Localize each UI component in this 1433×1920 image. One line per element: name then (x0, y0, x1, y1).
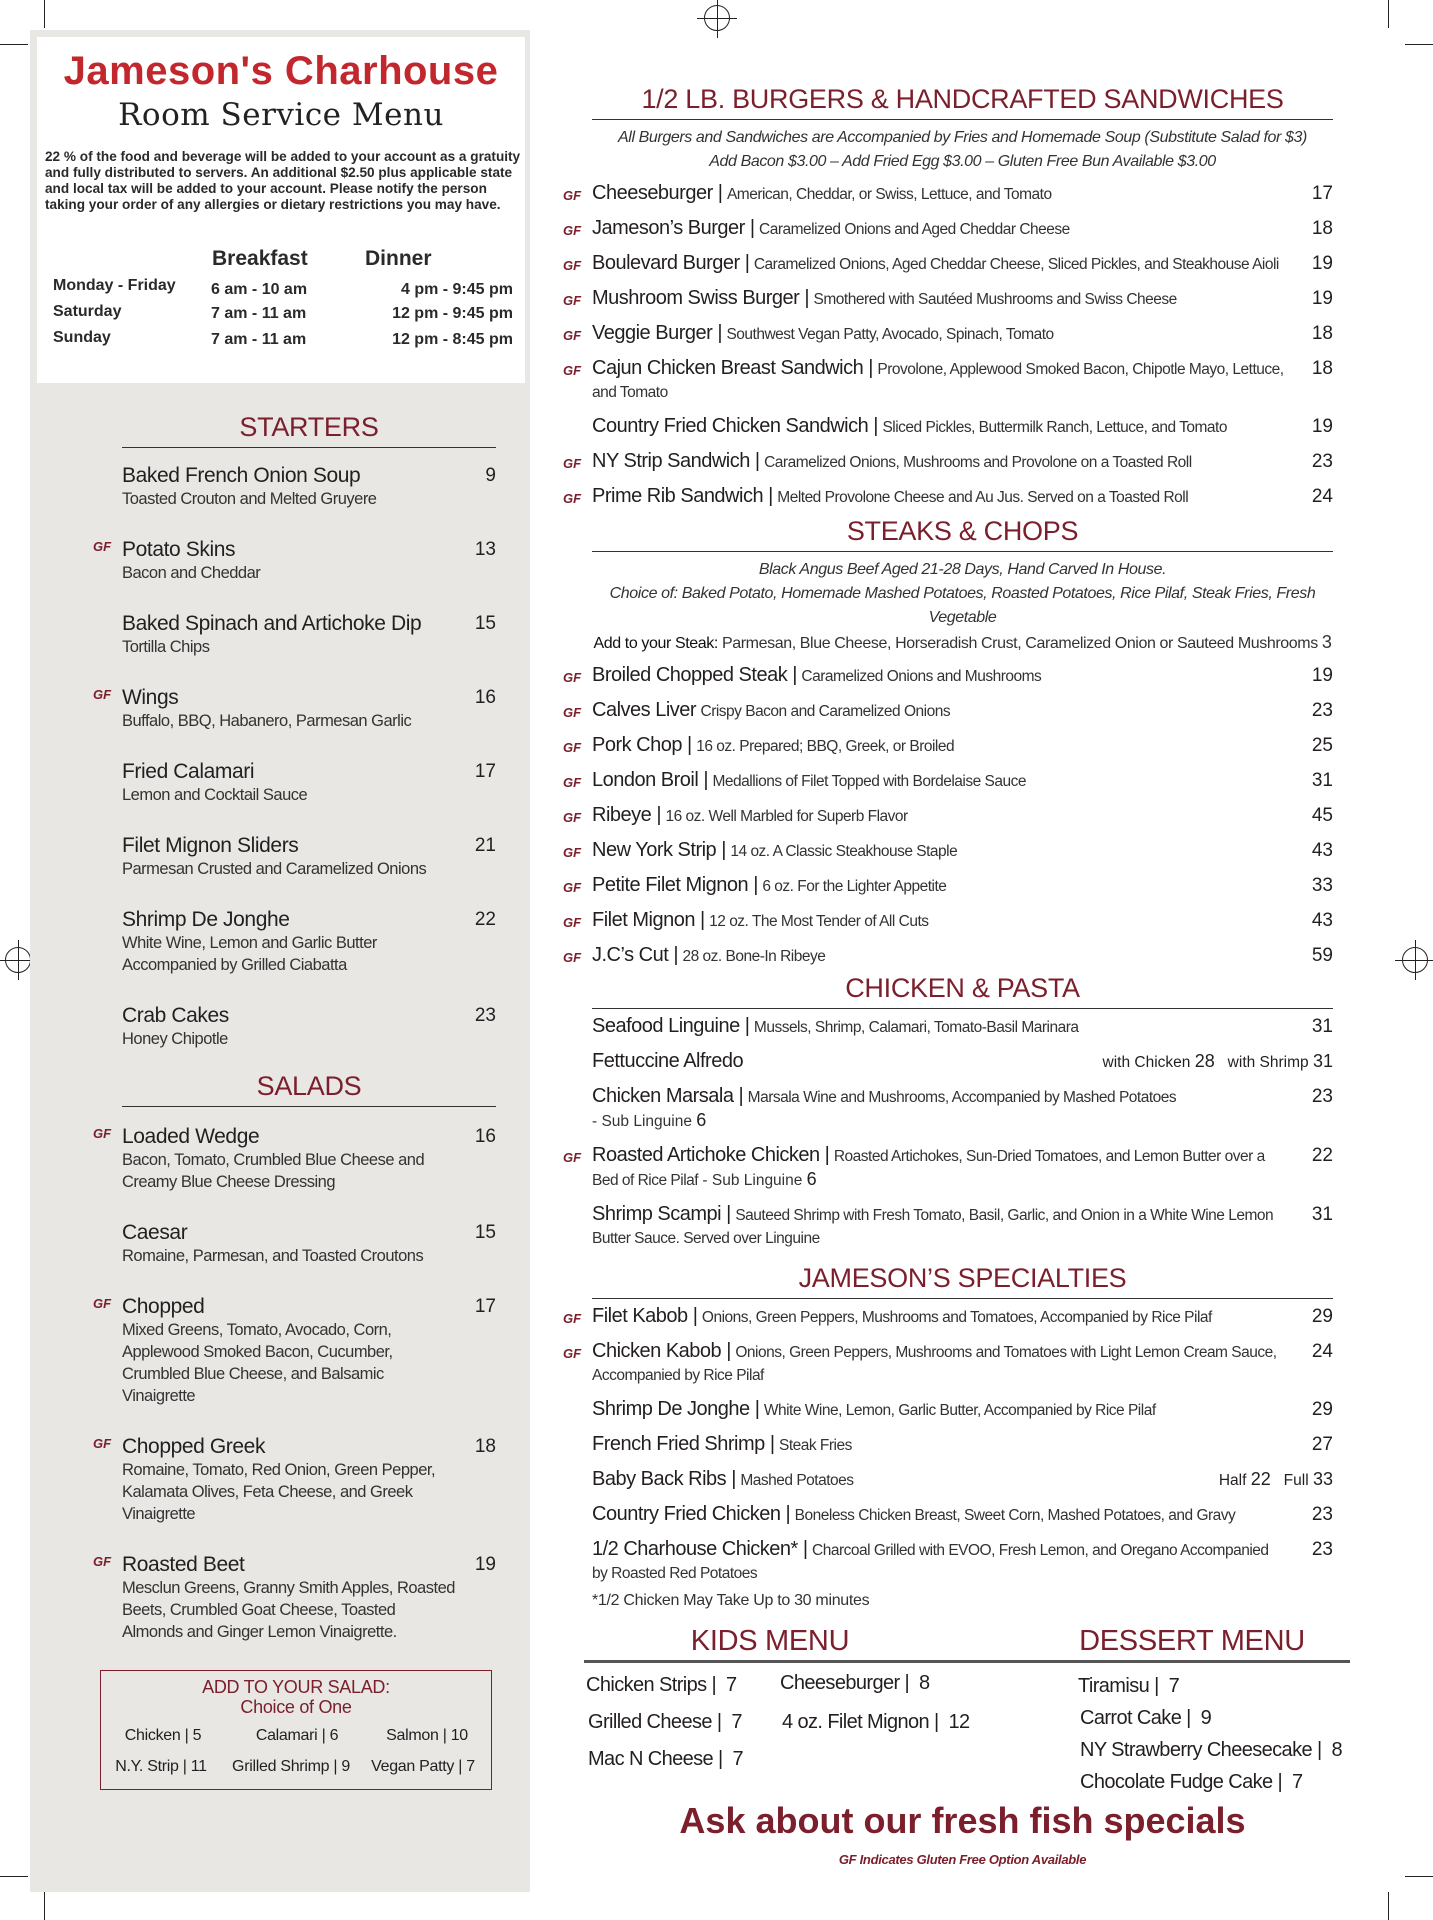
option-price: 28 (1194, 1051, 1215, 1071)
crop-mark-icon (44, 0, 45, 28)
salad-addon: Vegan Patty | 7 (371, 1758, 475, 1775)
menu-item (592, 415, 1333, 439)
item-price: 19 (1311, 253, 1333, 274)
registration-mark-icon (704, 5, 730, 31)
item-description: Caramelized Onions, Aged Cheddar Cheese, Sliced Pickles, and Steakhouse Aioli (753, 256, 1279, 273)
item-price: 23 (1311, 1086, 1333, 1107)
menu-item (563, 804, 1333, 828)
divider (592, 1008, 1333, 1009)
item-price: 23 (1311, 451, 1333, 472)
salad-addons-heading: ADD TO YOUR SALAD: (202, 1677, 390, 1697)
item-price: 23 (474, 1005, 496, 1026)
item-name: Jameson’s Burger | (592, 217, 755, 239)
item-description: Melted Provolone Cheese and Au Jus. Served on a Toasted Roll (777, 489, 1189, 506)
sub-option-label: - Sub Linguine (698, 1172, 807, 1189)
item-price: 45 (1311, 805, 1333, 826)
gluten-free-badge: GF (563, 880, 582, 895)
item-description: 6 oz. For the Lighter Appetite (762, 878, 947, 895)
gluten-free-badge: GF (563, 491, 582, 506)
salad-addon: Chicken | 5 (124, 1727, 202, 1744)
menu-item (563, 450, 1333, 474)
dessert-item: Chocolate Fudge Cake | 7 (1080, 1771, 1303, 1793)
item-price: 25 (1311, 735, 1333, 756)
item-name: Crab Cakes (122, 1004, 229, 1027)
sub-option-price: 6 (696, 1110, 707, 1130)
item-price: 29 (1311, 1306, 1333, 1327)
item-name: Baked Spinach and Artichoke Dip (122, 612, 422, 635)
salad-addons-subheading: Choice of One (240, 1697, 352, 1717)
item-description: Sliced Pickles, Buttermilk Ranch, Lettuce, and Tomato (882, 419, 1227, 436)
menu-item (592, 1015, 1333, 1039)
item-name: Cajun Chicken Breast Sandwich | (592, 357, 873, 379)
item-name: Filet Mignon Sliders (122, 834, 299, 857)
menu-item (563, 699, 1333, 723)
gluten-free-badge: GF (563, 915, 582, 930)
gluten-free-badge: GF (563, 456, 582, 471)
starters-list (93, 463, 496, 1050)
breakfast-header: Breakfast (212, 247, 308, 270)
item-description: Crispy Bacon and Caramelized Onions (700, 703, 951, 720)
item-description: Charcoal Grilled with EVOO, Fresh Lemon, and Oregano Accompanied by Roasted Red Potatoes (592, 1542, 1269, 1582)
gluten-free-badge: GF (93, 1436, 112, 1451)
gluten-free-badge: GF (563, 188, 582, 203)
gluten-free-badge: GF (93, 539, 112, 554)
item-price: 27 (1311, 1434, 1333, 1455)
item-price-options (1103, 1050, 1333, 1074)
item-price: 59 (1311, 945, 1333, 966)
salads-heading: SALADS (256, 1071, 362, 1101)
item-name: Country Fried Chicken | (592, 1503, 791, 1525)
option-price: 31 (1312, 1051, 1333, 1071)
item-name: Broiled Chopped Steak | (592, 664, 797, 686)
item-price: 19 (1311, 665, 1333, 686)
gluten-free-badge: GF (93, 1554, 112, 1569)
item-description: Mesclun Greens, Granny Smith Apples, Roasted Beets, Crumbled Goat Cheese, Toasted Almonds and Ginger Lemon Vinaigrette. (122, 1579, 455, 1641)
menu-item (563, 944, 1333, 968)
item-description: 14 oz. A Classic Steakhouse Staple (730, 843, 958, 860)
menu-item (93, 685, 496, 732)
dessert-heading: DESSERT MENU (1079, 1625, 1305, 1657)
item-name: Shrimp Scampi | (592, 1203, 731, 1225)
hours-breakfast: 7 am - 11 am (211, 331, 307, 348)
menu-item (93, 1552, 496, 1643)
item-name: Prime Rib Sandwich | (592, 485, 773, 507)
option-label: with Chicken (1102, 1054, 1195, 1071)
item-sub-option (698, 1169, 817, 1189)
divider (584, 1660, 1350, 1663)
item-description: Romaine, Parmesan, and Toasted Croutons (122, 1247, 424, 1265)
item-name: Chicken Kabob | (592, 1340, 731, 1362)
item-price: 9 (485, 465, 496, 486)
item-name: Shrimp De Jonghe | (592, 1398, 760, 1420)
item-description: Tortilla Chips (122, 638, 210, 656)
item-name: J.C’s Cut | (592, 944, 679, 966)
burgers-list (563, 182, 1333, 509)
gluten-free-badge: GF (563, 705, 582, 720)
registration-mark-icon (5, 947, 31, 973)
salads-list (93, 1124, 496, 1643)
kids-item: Cheeseburger | 8 (780, 1672, 930, 1694)
item-description: Smothered with Sautéed Mushrooms and Swiss Cheese (813, 291, 1177, 308)
item-name: Baked French Onion Soup (122, 464, 361, 487)
right-column (563, 82, 1342, 1886)
item-price-options (1219, 1468, 1333, 1492)
item-name: Calves Liver (592, 699, 697, 721)
hours-day: Saturday (53, 303, 122, 320)
item-sub-option (592, 1109, 1285, 1133)
menu-item (592, 1538, 1333, 1585)
item-name: Shrimp De Jonghe (122, 908, 290, 931)
item-description: 16 oz. Prepared; BBQ, Greek, or Broiled (696, 738, 955, 755)
option-label: Full (1270, 1472, 1313, 1489)
menu-item (122, 463, 496, 510)
item-name: London Broil | (592, 769, 709, 791)
steak-addons-text: Parmesan, Blue Cheese, Horseradish Crust, Caramelized Onion or Sauteed Mushrooms (721, 635, 1318, 652)
kids-item: Chicken Strips | 7 (586, 1674, 737, 1696)
item-description: Southwest Vegan Patty, Avocado, Spinach, Tomato (726, 326, 1054, 343)
item-price: 43 (1311, 840, 1333, 861)
menu-item (563, 252, 1333, 276)
menu-item (592, 1433, 1333, 1457)
item-price: 17 (474, 1296, 496, 1317)
steaks-list (563, 664, 1333, 968)
item-description: Bacon and Cheddar (122, 564, 261, 582)
menu-item (93, 1124, 496, 1193)
hours-breakfast: 6 am - 10 am (211, 281, 308, 298)
item-price: 31 (1311, 1204, 1333, 1225)
steaks-heading: STEAKS & CHOPS (846, 516, 1079, 546)
divider (592, 1298, 1333, 1299)
hours-day: Monday - Friday (53, 277, 176, 294)
divider (592, 119, 1333, 120)
item-description: Marsala Wine and Mushrooms, Accompanied by Mashed Potatoes (747, 1089, 1177, 1106)
menu-item (592, 1503, 1333, 1527)
item-name: French Fried Shrimp | (592, 1433, 775, 1455)
item-description: Caramelized Onions, Mushrooms and Provolone on a Toasted Roll (764, 454, 1192, 471)
menu-item (563, 1340, 1333, 1387)
divider (592, 551, 1333, 552)
gluten-free-badge: GF (563, 293, 582, 308)
menu-item (563, 874, 1333, 898)
menu-item (592, 1468, 1333, 1492)
item-price: 19 (474, 1554, 496, 1575)
item-name: Wings (122, 686, 179, 709)
item-description: Caramelized Onions and Mushrooms (801, 668, 1042, 685)
item-name: Petite Filet Mignon | (592, 874, 758, 896)
sub-option-label: - Sub Linguine (592, 1113, 697, 1130)
menu-item (592, 1050, 1333, 1074)
dessert-item: Tiramisu | 7 (1078, 1675, 1180, 1697)
fish-specials-banner: Ask about our fresh fish specials (679, 1800, 1246, 1841)
chicken-time-note: *1/2 Chicken May Take Up to 30 minutes (592, 1592, 870, 1609)
item-name: Fried Calamari (122, 760, 255, 783)
kids-item: Grilled Cheese | 7 (588, 1711, 742, 1733)
gluten-free-badge: GF (563, 845, 582, 860)
gluten-free-badge: GF (563, 740, 582, 755)
hours-breakfast: 7 am - 11 am (211, 305, 307, 322)
item-description: Sauteed Shrimp with Fresh Tomato, Basil, Garlic, and Onion in a White Wine Lemon Butter Sauce. Served over Linguine (592, 1207, 1274, 1247)
option-price: 33 (1312, 1469, 1333, 1489)
item-name: Pork Chop | (592, 734, 692, 756)
kids-dessert-section (586, 1624, 1342, 1886)
item-price: 24 (1311, 486, 1333, 507)
menu-item (122, 759, 496, 806)
gluten-free-badge: GF (563, 1311, 582, 1326)
menu-item (563, 1305, 1333, 1329)
item-price: 19 (1311, 416, 1333, 437)
intro-line: All Burgers and Sandwiches are Accompanied by Fries and Homemade Soup (Substitute Salad for $3) (618, 129, 1307, 146)
item-name: Fettuccine Alfredo (592, 1050, 744, 1072)
item-name: Ribeye | (592, 804, 662, 826)
salad-addon: Grilled Shrimp | 9 (232, 1758, 350, 1775)
menu-item (563, 734, 1333, 758)
gluten-free-badge: GF (563, 328, 582, 343)
steaks-intro (580, 558, 1345, 656)
item-description: 28 oz. Bone-In Ribeye (682, 948, 826, 965)
steak-addons-label: Add to your Steak: (593, 635, 718, 652)
menu-item (563, 664, 1333, 688)
menu-item (93, 1434, 496, 1525)
item-description: Onions, Green Peppers, Mushrooms and Tomatoes, Accompanied by Rice Pilaf (701, 1309, 1212, 1326)
item-description: Mixed Greens, Tomato, Avocado, Corn, Applewood Smoked Bacon, Cucumber, Crumbled Blue Cheese, and Balsamic Vinaigrette (122, 1321, 393, 1405)
option-label: Half (1218, 1472, 1251, 1489)
item-name: Chopped Greek (122, 1435, 266, 1458)
option-label: with Shrimp (1214, 1054, 1313, 1071)
item-price: 31 (1311, 770, 1333, 791)
item-price: 29 (1311, 1399, 1333, 1420)
item-name: Roasted Beet (122, 1553, 245, 1576)
gluten-free-badge: GF (563, 223, 582, 238)
menu-item (563, 357, 1333, 404)
item-price: 18 (1311, 218, 1333, 239)
gluten-free-badge: GF (563, 670, 582, 685)
item-description: Boneless Chicken Breast, Sweet Corn, Mashed Potatoes, and Gravy (794, 1507, 1236, 1524)
item-description: Honey Chipotle (122, 1030, 228, 1048)
specialties-heading: JAMESON’S SPECIALTIES (798, 1263, 1127, 1293)
starters-heading: STARTERS (239, 412, 379, 442)
gratuity-notice: 22 % of the food and beverage will be added to your account as a gratuity and fully distributed to servers. An additional $2.50 plus applicable state and local tax will be added to your account. Please notify the person taking your order of any allergies or dietary restrictions you may have. (45, 149, 521, 212)
item-name: 1/2 Charhouse Chicken* | (592, 1538, 808, 1560)
item-name: Filet Kabob | (592, 1305, 698, 1327)
info-box (37, 37, 525, 383)
item-price: 43 (1311, 910, 1333, 931)
item-price: 17 (1311, 183, 1333, 204)
gluten-free-badge: GF (563, 258, 582, 273)
item-name: Filet Mignon | (592, 909, 705, 931)
burgers-heading: 1/2 LB. BURGERS & HANDCRAFTED SANDWICHES (641, 84, 1284, 114)
salad-addon: N.Y. Strip | 11 (115, 1758, 207, 1775)
item-description: Mashed Potatoes (740, 1472, 854, 1489)
gluten-free-badge: GF (563, 1346, 582, 1361)
steak-addons-price: 3 (1321, 632, 1332, 652)
gluten-free-note: GF Indicates Gluten Free Option Available (838, 1852, 1087, 1867)
kids-heading: KIDS MENU (690, 1625, 850, 1657)
crop-mark-icon (0, 44, 28, 45)
gluten-free-badge: GF (563, 950, 582, 965)
divider (122, 447, 496, 448)
salad-addon: Salmon | 10 (386, 1727, 468, 1744)
menu-item (122, 907, 496, 976)
hours-day: Sunday (53, 329, 111, 346)
item-name: Cheeseburger | (592, 182, 723, 204)
item-price: 21 (474, 835, 496, 856)
item-price: 24 (1311, 1341, 1333, 1362)
salad-addons-box (100, 1670, 492, 1790)
crop-mark-icon (44, 1892, 45, 1920)
item-price: 22 (1311, 1145, 1333, 1166)
gluten-free-badge: GF (563, 775, 582, 790)
crop-mark-icon (1405, 44, 1433, 45)
item-description: Buffalo, BBQ, Habanero, Parmesan Garlic (122, 712, 412, 730)
intro-line: Add Bacon $3.00 – Add Fried Egg $3.00 – Gluten Free Bun Available $3.00 (709, 153, 1216, 170)
left-column (93, 410, 496, 1790)
menu-item (563, 287, 1333, 311)
menu-subtitle: Room Service Menu (118, 97, 444, 133)
item-name: Potato Skins (122, 538, 236, 561)
item-name: Country Fried Chicken Sandwich | (592, 415, 878, 437)
item-name: Baby Back Ribs | (592, 1468, 736, 1490)
steak-addons (580, 630, 1345, 656)
item-name: Veggie Burger | (592, 322, 723, 344)
kids-item: Mac N Cheese | 7 (588, 1748, 744, 1770)
item-description: Roasted Artichokes, Sun-Dried Tomatoes, and Lemon Butter over a Bed of Rice Pilaf (592, 1148, 1265, 1189)
menu-item (563, 322, 1333, 346)
hours-table (45, 247, 515, 357)
item-price: 22 (474, 909, 496, 930)
item-description: Bacon, Tomato, Crumbled Blue Cheese and Creamy Blue Cheese Dressing (122, 1151, 425, 1191)
kids-item: 4 oz. Filet Mignon | 12 (782, 1711, 970, 1733)
item-description: 12 oz. The Most Tender of All Cuts (709, 913, 929, 930)
item-name: Caesar (122, 1221, 188, 1244)
hours-dinner: 4 pm - 9:45 pm (400, 281, 513, 298)
item-price: 15 (474, 1222, 496, 1243)
item-price: 33 (1311, 875, 1333, 896)
dinner-header: Dinner (365, 247, 432, 270)
crop-mark-icon (0, 1876, 28, 1877)
item-name: Boulevard Burger | (592, 252, 750, 274)
gluten-free-badge: GF (563, 363, 582, 378)
gluten-free-badge: GF (93, 687, 112, 702)
specialties-list (563, 1305, 1333, 1585)
item-price: 17 (474, 761, 496, 782)
crop-mark-icon (1388, 1892, 1389, 1920)
salad-addon: Calamari | 6 (255, 1727, 339, 1744)
menu-item (563, 769, 1333, 793)
hours-dinner: 12 pm - 8:45 pm (392, 331, 513, 348)
item-description: American, Cheddar, or Swiss, Lettuce, and Tomato (726, 186, 1052, 203)
menu-item (122, 833, 496, 880)
chicken-pasta-heading: CHICKEN & PASTA (845, 973, 1080, 1003)
menu-item (122, 1220, 496, 1267)
sub-option-price: 6 (806, 1169, 817, 1189)
menu-item (592, 1085, 1333, 1133)
item-price: 16 (474, 687, 496, 708)
item-description: Parmesan Crusted and Caramelized Onions (122, 860, 427, 878)
item-description: Caramelized Onions and Aged Cheddar Cheese (759, 221, 1070, 238)
item-name: Mushroom Swiss Burger | (592, 287, 810, 309)
menu-item (93, 537, 496, 584)
option-price: 22 (1250, 1469, 1271, 1489)
crop-mark-icon (1405, 1876, 1433, 1877)
dessert-item: Carrot Cake | 9 (1080, 1707, 1212, 1729)
item-name: New York Strip | (592, 839, 726, 861)
item-name: NY Strip Sandwich | (592, 450, 760, 472)
registration-mark-icon (1402, 947, 1428, 973)
gluten-free-badge: GF (563, 810, 582, 825)
item-name: Roasted Artichoke Chicken | (592, 1144, 830, 1166)
menu-item (93, 1294, 496, 1407)
item-name: Chopped (122, 1295, 205, 1318)
gluten-free-badge: GF (93, 1126, 112, 1141)
item-description: Toasted Crouton and Melted Gruyere (122, 490, 377, 508)
item-description: Lemon and Cocktail Sauce (122, 786, 308, 804)
gluten-free-badge: GF (563, 1150, 582, 1165)
menu-item (563, 485, 1333, 509)
restaurant-title: Jameson's Charhouse (63, 49, 499, 93)
item-description: Mussels, Shrimp, Calamari, Tomato-Basil Marinara (753, 1019, 1079, 1036)
dessert-item: NY Strawberry Cheesecake | 8 (1080, 1739, 1342, 1761)
item-price: 18 (1311, 358, 1333, 379)
menu-item (563, 909, 1333, 933)
item-description: Provolone, Applewood Smoked Bacon, Chipotle Mayo, Lettuce, and Tomato (592, 361, 1284, 401)
item-price: 31 (1311, 1016, 1333, 1037)
item-description: Onions, Green Peppers, Mushrooms and Tomatoes with Light Lemon Cream Sauce, Accompanied by Rice Pilaf (592, 1344, 1277, 1384)
item-name: Loaded Wedge (122, 1125, 260, 1148)
menu-item (122, 611, 496, 658)
menu-item (563, 182, 1333, 206)
gluten-free-badge: GF (93, 1296, 112, 1311)
item-description: Medallions of Filet Topped with Bordelaise Sauce (712, 773, 1026, 790)
item-name: Seafood Linguine | (592, 1015, 750, 1037)
item-price: 18 (474, 1436, 496, 1457)
item-description: White Wine, Lemon and Garlic Butter Accompanied by Grilled Ciabatta (122, 934, 377, 974)
item-description: Steak Fries (778, 1437, 852, 1454)
item-description: Romaine, Tomato, Red Onion, Green Pepper, Kalamata Olives, Feta Cheese, and Greek Vinaigrette (122, 1461, 436, 1523)
item-price: 23 (1311, 700, 1333, 721)
item-description: White Wine, Lemon, Garlic Butter, Accompanied by Rice Pilaf (763, 1402, 1156, 1419)
burgers-intro (580, 126, 1345, 174)
item-price: 18 (1311, 323, 1333, 344)
divider (122, 1106, 496, 1107)
chicken-pasta-list (563, 1015, 1333, 1250)
item-price: 19 (1311, 288, 1333, 309)
menu-item (592, 1398, 1333, 1422)
item-price: 16 (474, 1126, 496, 1147)
hours-dinner: 12 pm - 9:45 pm (392, 305, 513, 322)
menu-item (122, 1003, 496, 1050)
item-description: 16 oz. Well Marbled for Superb Flavor (665, 808, 908, 825)
item-price: 23 (1311, 1539, 1333, 1560)
menu-item (592, 1203, 1333, 1250)
intro-line: Choice of: Baked Potato, Homemade Mashed Potatoes, Roasted Potatoes, Rice Pilaf, Steak Fries, Fresh Vegetable (609, 585, 1316, 626)
intro-line: Black Angus Beef Aged 21-28 Days, Hand Carved In House. (758, 561, 1167, 578)
menu-item (563, 1144, 1333, 1192)
item-price: 15 (474, 613, 496, 634)
crop-mark-icon (1388, 0, 1389, 28)
menu-item (563, 217, 1333, 241)
item-name: Chicken Marsala | (592, 1085, 744, 1107)
item-price: 23 (1311, 1504, 1333, 1525)
menu-item (563, 839, 1333, 863)
item-price: 13 (474, 539, 496, 560)
